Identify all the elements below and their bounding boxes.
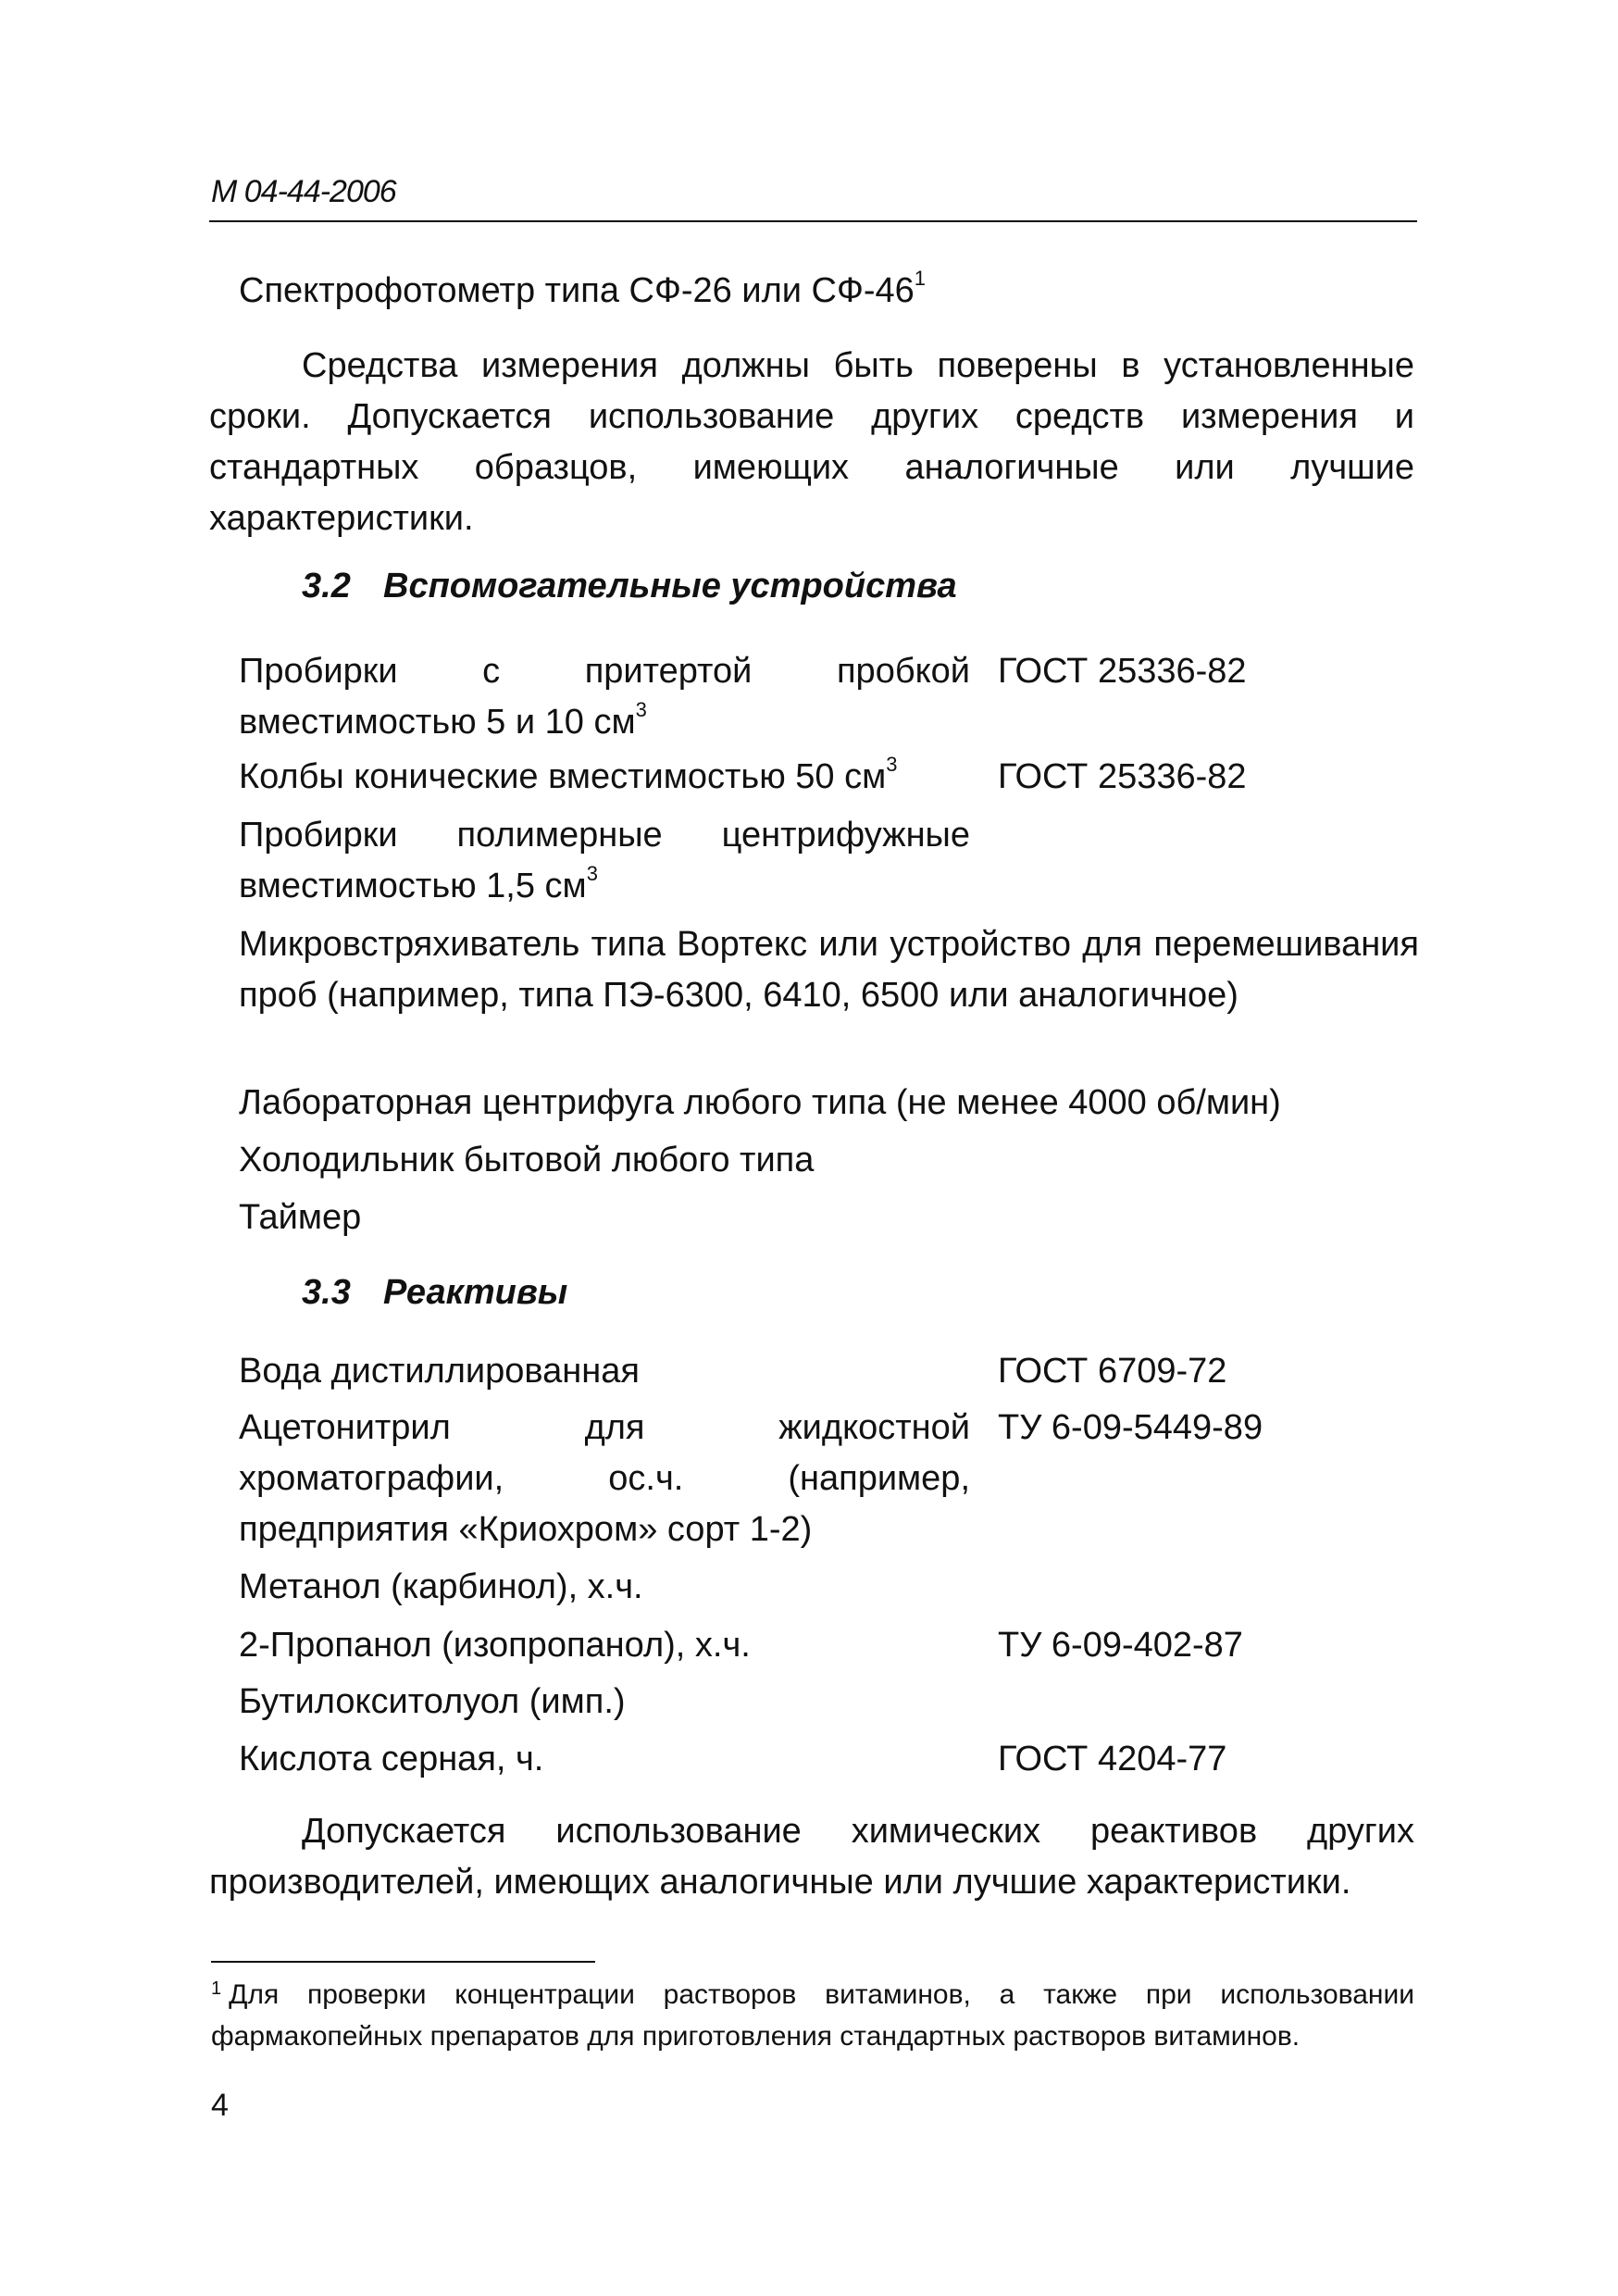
verification-paragraph: Средства измерения должны быть поверены в установленные сроки. Допускается использование других средств измерения и стандартных образцов, имеющих аналогичные или лучшие характеристики. [209, 346, 1414, 538]
footnote-text: Для проверки концентрации растворов витаминов, а также при использовании фармакопейных препаратов для приготовления стандартных растворов витаминов. [211, 1979, 1414, 2052]
section-title: Вспомогательные устройства [383, 567, 957, 605]
spectrophotometer-text: Спектрофотометр типа СФ-26 или СФ-46 [239, 271, 915, 310]
reagent-standard: ГОСТ 6709-72 [998, 1352, 1227, 1391]
equipment-standard: ГОСТ 25336-82 [998, 757, 1247, 796]
footnote [211, 1976, 1414, 2056]
reagent-item [239, 1562, 970, 1613]
reagent-standard: ТУ 6-09-402-87 [998, 1626, 1243, 1665]
equipment-item [239, 919, 1419, 1021]
reagent-name: Вода дистиллированная [239, 1352, 640, 1391]
section-heading-3-3 [302, 1273, 567, 1313]
reagent-name: Ацетонитрил для жидкостной хроматографии, ос.ч. (например, предприятия «Криохром» сорт 1-2) [239, 1408, 970, 1549]
reagent-standard: ГОСТ 4204-77 [998, 1740, 1227, 1778]
equipment-standard: ГОСТ 25336-82 [998, 652, 1247, 691]
equipment-name: Лабораторная центрифуга любого типа (не менее 4000 об/мин) [239, 1083, 1281, 1122]
reagent-item [239, 1734, 1227, 1785]
equipment-item [239, 1135, 970, 1186]
equipment-name: Колбы конические вместимостью 50 $см^3$ [239, 753, 898, 796]
footnote-ref: 1 [914, 267, 927, 291]
equipment-item [239, 1192, 970, 1243]
reagent-note-paragraph: Допускается использование химических реактивов других производителей, имеющих аналогичные или лучшие характеристики. [209, 1812, 1414, 1902]
equipment-item [239, 1078, 1433, 1129]
section-heading-3-2 [302, 567, 957, 606]
section-title: Реактивы [383, 1273, 568, 1312]
page-number: 4 [211, 2088, 229, 2123]
reagent-item [239, 1620, 1243, 1671]
equipment-name: Пробирки полимерные центрифужные вместимостью 1,5 $см^3$ [239, 816, 970, 905]
header-divider [209, 220, 1417, 222]
equipment-name: Таймер [239, 1198, 362, 1237]
footnote-divider [211, 1961, 595, 1963]
equipment-name: Микровстряхиватель типа Вортекс или устройство для перемешивания проб (например, типа ПЭ-6300, 6410, 6500 или аналогичное) [239, 925, 1419, 1015]
equipment-name: Пробирки с притертой пробкой вместимостью 5 и 10 $см^3$ [239, 652, 970, 742]
equipment-item [239, 646, 1247, 748]
section-number: 3.2 [302, 567, 351, 605]
spectrophotometer-line [239, 268, 926, 313]
reagent-item [239, 1403, 1263, 1555]
reagent-standard: ТУ 6-09-5449-89 [998, 1408, 1263, 1447]
footnote-mark: 1 [211, 1978, 222, 1999]
reagent-name: 2-Пропанол (изопропанол), х.ч. [239, 1626, 751, 1665]
reagent-name: Бутилокситолуол (имп.) [239, 1682, 626, 1721]
equipment-item [239, 810, 970, 912]
doc-code-header: М 04-44-2006 [211, 174, 396, 209]
reagent-name: Метанол (карбинол), х.ч. [239, 1567, 643, 1606]
reagent-item [239, 1346, 1227, 1397]
section-number: 3.3 [302, 1273, 351, 1312]
reagent-name: Кислота серная, ч. [239, 1740, 544, 1778]
equipment-item [239, 752, 1247, 803]
equipment-name: Холодильник бытовой любого типа [239, 1141, 815, 1179]
reagent-item [239, 1677, 970, 1728]
